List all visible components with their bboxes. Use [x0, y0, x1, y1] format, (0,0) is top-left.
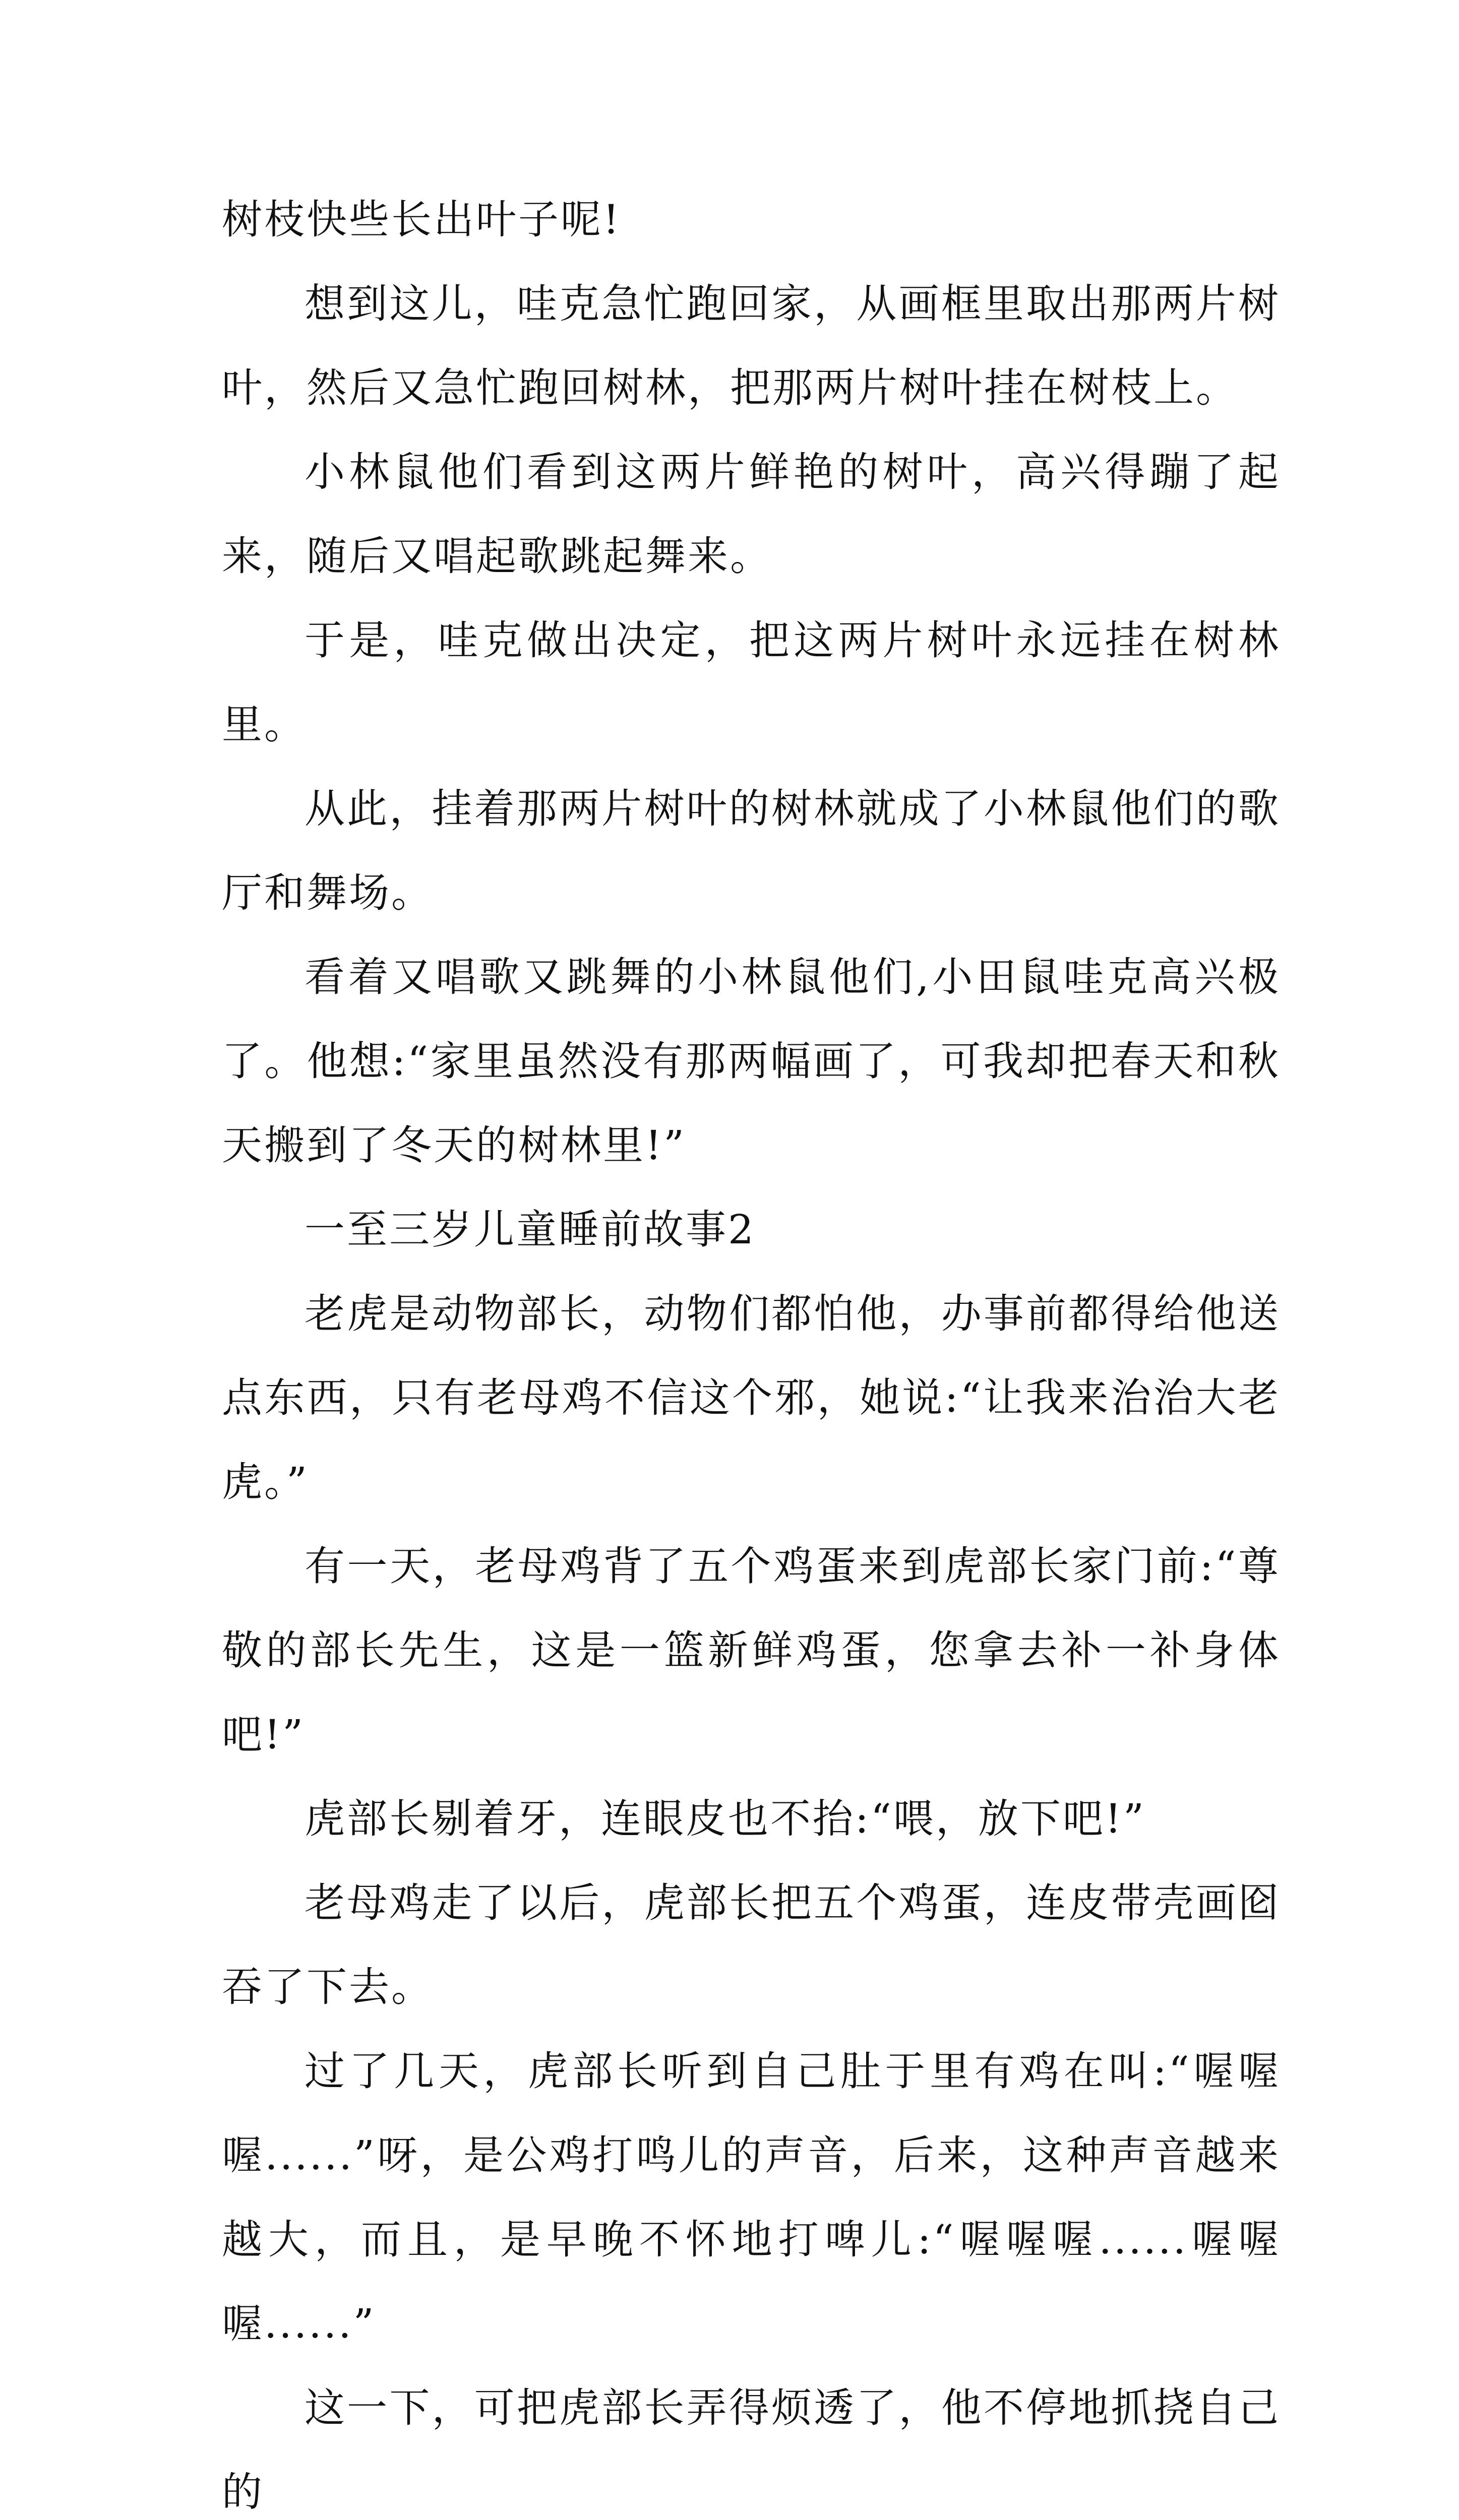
paragraph-4: 于是，哇克做出决定，把这两片树叶永远挂在树林里。: [222, 617, 1281, 748]
paragraph-3: 小林鼠他们看到这两片鲜艳的树叶，高兴得蹦了起来，随后又唱起歌跳起舞来。: [222, 449, 1281, 580]
document-body: [222, 177, 1281, 2520]
paragraph-12: 过了几天，虎部长听到自己肚于里有鸡在叫:“喔喔喔......”呀，是公鸡打鸣儿的声音，后来，这种声音越来越大，而且，是早晚不怀地打啤儿:“喔喔喔......喔喔喔......”: [222, 2048, 1281, 2347]
paragraph-2: 想到这儿，哇克急忙跑回家，从画框里取出那两片树叶，然后又急忙跑回树林，把那两片树叶挂在树枝上。: [222, 280, 1281, 411]
paragraph-10: 虎部长剔着牙，连眼皮也不抬:“喂，放下吧!”: [305, 1795, 1146, 1842]
paragraph-6: 看着又唱歌又跳舞的小林鼠他们,小田鼠哇克高兴极了。他想:“家里虽然没有那两幅画了，可我却把春天和秋天搬到了冬天的树林里!”: [222, 954, 1281, 1169]
paragraph-13: 这一下，可把虎部长弄得烦透了，他不停地抓挠自己的: [222, 2384, 1281, 2515]
section-heading: 一至三岁儿童睡前故事2: [305, 1206, 756, 1253]
paragraph-9: 有一天，老母鸡背了五个鸡蛋来到虎部长家门前:“尊敬的部长先生，这是一篮新鲜鸡蛋，您拿去补一补身体吧!”: [222, 1543, 1281, 1758]
paragraph-11: 老母鸡走了以后，虎部长把五个鸡蛋，连皮带壳画囵吞了下去。: [222, 1879, 1281, 2010]
paragraph-5: 从此，挂着那两片树叶的树林就成了小林鼠他们的歌厅和舞场。: [222, 785, 1281, 916]
paragraph-8: 老虎是动物部长，动物们都怕他，办事前都得给他送点东西，只有老母鸡不信这个邪，她说:“让我来治治大老虎。”: [222, 1290, 1281, 1505]
paragraph-1: 树枝快些长出叶子呢!: [222, 196, 622, 243]
